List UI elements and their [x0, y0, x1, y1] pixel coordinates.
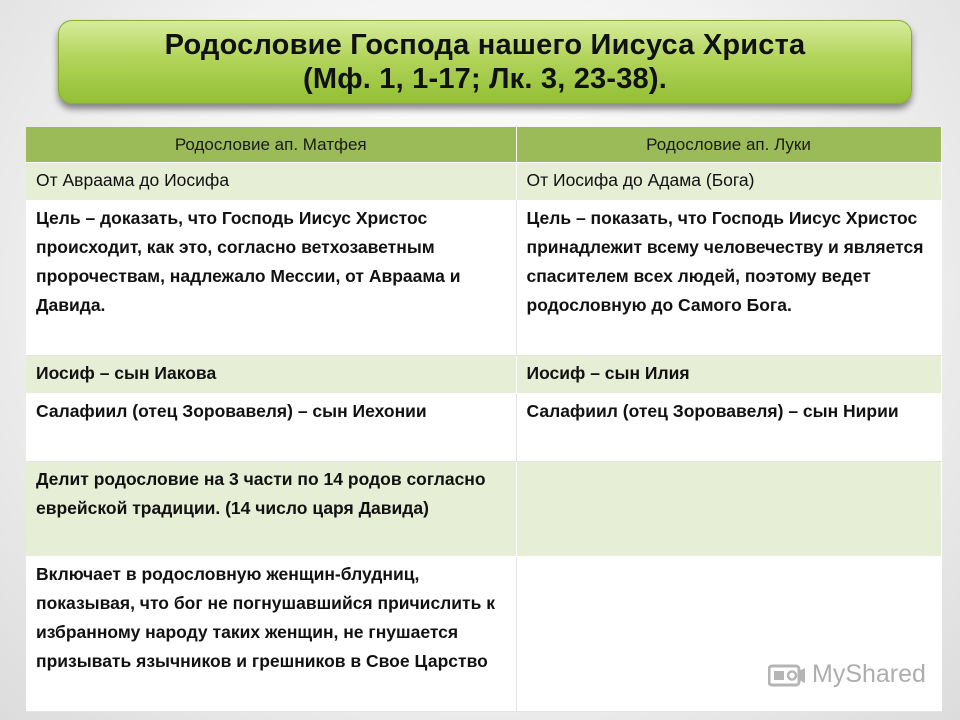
page-title: Родословие Господа нашего Иисуса Христа — [164, 29, 806, 61]
table-row — [26, 356, 941, 394]
table-row — [26, 163, 941, 201]
projector-icon — [768, 659, 806, 689]
title-banner — [58, 20, 912, 104]
table-cell-matthew: Иосиф – сын Иакова — [26, 356, 516, 394]
table-row — [26, 462, 941, 557]
table-cell-matthew: Салафиил (отец Зоровавеля) – сын Иехонии — [26, 394, 516, 462]
watermark-text: MyShared — [812, 659, 926, 688]
table-row — [26, 394, 941, 462]
table-cell-luke: Иосиф – сын Илия — [516, 356, 941, 394]
table-cell-matthew: Делит родословие на 3 части по 14 родов согласно еврейской традиции. (14 число царя Давида) — [26, 462, 516, 557]
genealogy-comparison-table — [26, 127, 942, 712]
table-row — [26, 201, 941, 356]
table-header-row — [26, 127, 941, 163]
table-cell-matthew: Включает в родословную женщин-блудниц, показывая, что бог не погнушавшийся причислить к избранному народу таких женщин, не гнушается призывать язычников и грешников в Свое Царство — [26, 557, 516, 712]
table-cell-matthew: От Авраама до Иосифа — [26, 163, 516, 201]
table-cell-luke: От Иосифа до Адама (Бога) — [516, 163, 941, 201]
table-cell-matthew: Цель – доказать, что Господь Иисус Христос происходит, как это, согласно ветхозаветным пророчествам, надлежало Мессии, от Авраама и Давида. — [26, 201, 516, 356]
table-cell-luke: Цель – показать, что Господь Иисус Христос принадлежит всему человечеству и является спасителем всех людей, поэтому ведет родословную до Самого Бога. — [516, 201, 941, 356]
page-subtitle-references: (Мф. 1, 1-17; Лк. 3, 23-38). — [302, 63, 667, 95]
column-header-luke: Родословие ап. Луки — [516, 127, 941, 163]
column-header-matthew: Родословие ап. Матфея — [26, 127, 516, 163]
myshared-watermark — [768, 656, 926, 692]
table-cell-luke-empty — [516, 462, 941, 557]
table-cell-luke: Салафиил (отец Зоровавеля) – сын Нирии — [516, 394, 941, 462]
